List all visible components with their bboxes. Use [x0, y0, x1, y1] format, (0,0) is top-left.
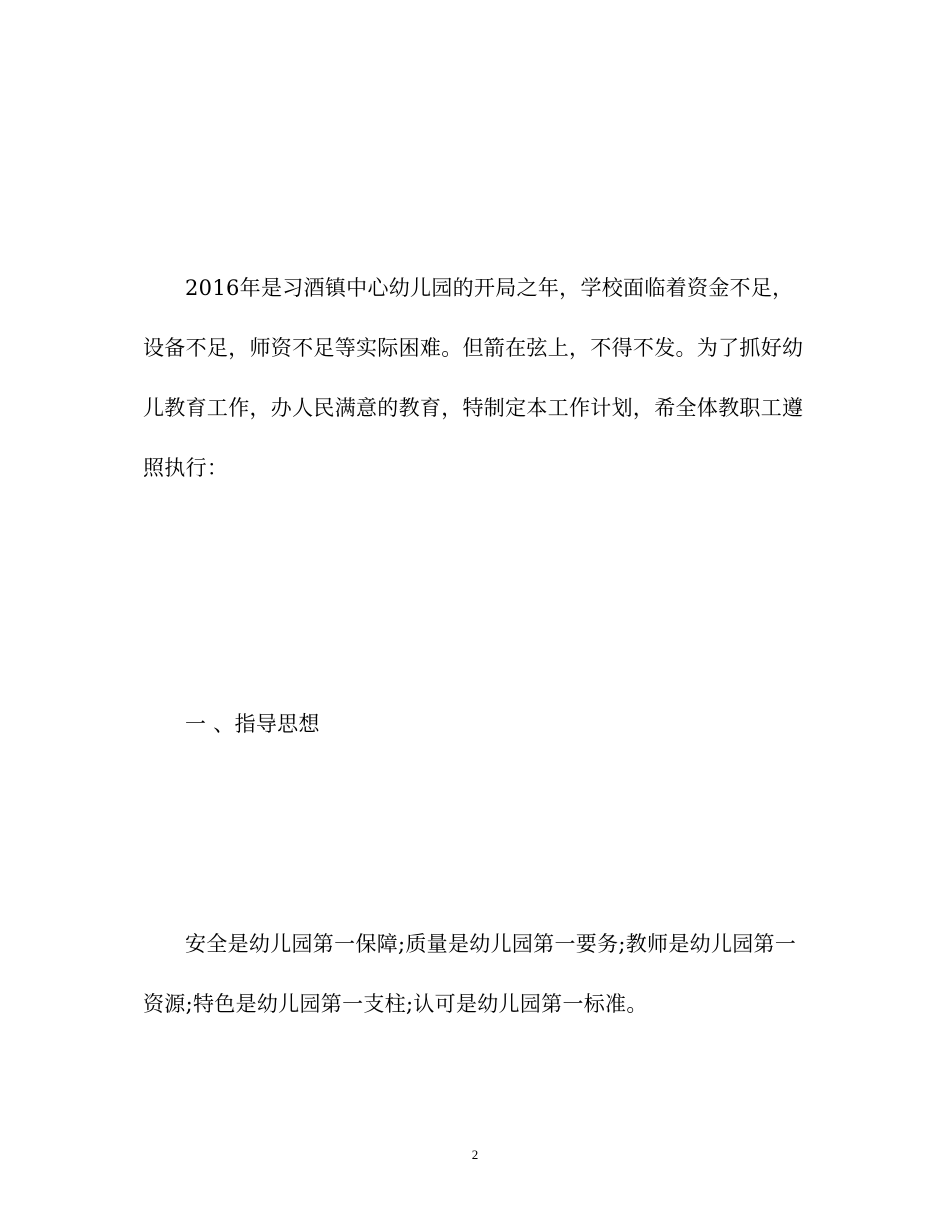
- guiding-paragraph: 安全是幼儿园第一保障;质量是幼儿园第一要务;教师是幼儿园第一资源;特色是幼儿园第一支柱;认可是幼儿园第一标准。: [143, 932, 797, 1016]
- section-heading: 一 、指导思想: [185, 712, 320, 736]
- intro-paragraph: 2016年是习酒镇中心幼儿园的开局之年，学校面临着资金不足，设备不足，师资不足等实际困难。但箭在弦上，不得不发。为了抓好幼儿教育工作，办人民满意的教育，特制定本工作计划，希全体教职工遵照执行：: [143, 276, 804, 480]
- page-number: 2: [471, 1147, 479, 1162]
